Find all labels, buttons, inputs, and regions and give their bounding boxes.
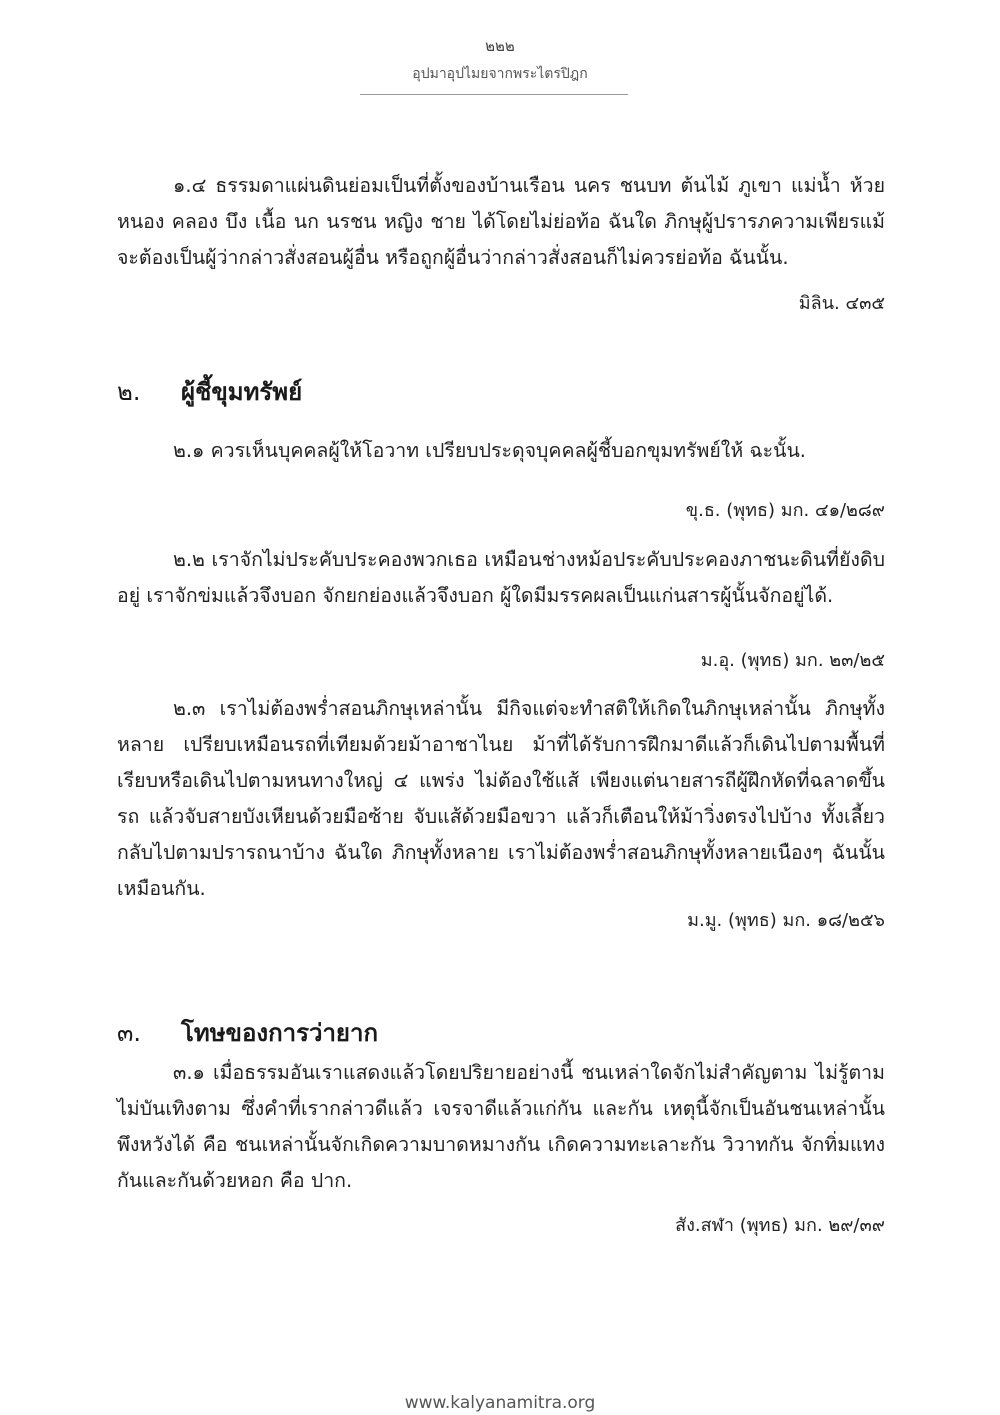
header-divider [360,94,628,95]
book-title: อุปมาอุปไมยจากพระไตรปิฎก [412,66,588,82]
reference-2-3: ม.มู. (พุทธ) มก. ๑๘/๒๕๖ [687,910,885,931]
paragraph-3-1: ๓.๑ เมื่อธรรมอันเราแสดงแล้วโดยปริยายอย่างนี้ ชนเหล่าใดจักไม่สำคัญตาม ไม่รู้ตาม ไม่บันเทิงตาม ซึ่งคำที่เรากล่าวดีแล้ว เจรจาดีแล้วแก่กัน และกัน เหตุนี้จักเป็นอันชนเหล่านั้นพึงหวังได้ คือ ชนเหล่านั้นจักเกิดความบาดหมางกัน เกิดความทะเลาะกัน วิวาทกัน จักทิ่มแทงกันและกันด้วยหอก คือ ปาก. [117,1061,885,1192]
section-number-2: ๒. [117,378,141,406]
reference-2-1: ขุ.ธ. (พุทธ) มก. ๔๑/๒๘๙ [685,500,885,521]
section-heading-2 [117,372,302,411]
paragraph-2-2: ๒.๒ เราจักไม่ประคับประคองพวกเธอ เหมือนช่างหม้อประคับประคองภาชนะดินที่ยังดิบอยู่ เราจักข่มแล้วจึงบอก จักยกย่องแล้วจึงบอก ผู้ใดมีมรรคผลเป็นแก่นสารผู้นั้นจักอยู่ได้. [117,548,885,607]
footer-website[interactable]: www.kalyanamitra.org [404,1393,596,1413]
reference-1-4: มิลิน. ๔๓๕ [798,293,885,314]
section-title-2: ผู้ชี้ขุมทรัพย์ [181,378,303,406]
section-heading-3 [117,1013,378,1052]
paragraph-2-3: ๒.๓ เราไม่ต้องพร่ำสอนภิกษุเหล่านั้น มีกิจแต่จะทำสติให้เกิดในภิกษุเหล่านั้น ภิกษุทั้งหลาย เปรียบเหมือนรถที่เทียมด้วยม้าอาชาไนย ม้าที่ได้รับการฝึกมาดีแล้วก็เดินไปตามพื้นที่เรียบหรือเดินไปตามหนทางใหญ่ ๔ แพร่ง ไม่ต้องใช้แส้ เพียงแต่นายสารถีผู้ฝึกหัดที่ฉลาดขึ้นรถ แล้วจับสายบังเหียนด้วยมือซ้าย จับแส้ด้วยมือขวา แล้วก็เตือนให้ม้าวิ่งตรงไปบ้าง ทั้งเลี้ยวกลับไปตามปรารถนาบ้าง ฉันใด ภิกษุทั้งหลาย เราไม่ต้องพร่ำสอนภิกษุทั้งหลายเนืองๆ ฉันนั้นเหมือนกัน. [117,697,885,900]
reference-2-2: ม.อุ. (พุทธ) มก. ๒๓/๒๕ [700,650,885,671]
section-number-3: ๓. [117,1019,142,1047]
paragraph-1-4: ๑.๔ ธรรมดาแผ่นดินย่อมเป็นที่ตั้งของบ้านเรือน นคร ชนบท ต้นไม้ ภูเขา แม่น้ำ ห้วย หนอง คลอง บึง เนื้อ นก นรชน หญิง ชาย ได้โดยไม่ย่อท้อ ฉันใด ภิกษุผู้ปรารภความเพียรแม้จะต้องเป็นผู้ว่ากล่าวสั่งสอนผู้อื่น หรือถูกผู้อื่นว่ากล่าวสั่งสอนก็ไม่ควรย่อท้อ ฉันนั้น. [117,174,885,269]
reference-3-1: สัง.สฬา (พุทธ) มก. ๒๙/๓๙ [675,1215,885,1236]
page-number: ๒๒๒ [485,37,515,55]
paragraph-2-1: ๒.๑ ควรเห็นบุคคลผู้ให้โอวาท เปรียบประดุจบุคคลผู้ชี้บอกขุมทรัพย์ให้ ฉะนั้น. [173,439,806,462]
section-title-3: โทษของการว่ายาก [181,1019,378,1047]
